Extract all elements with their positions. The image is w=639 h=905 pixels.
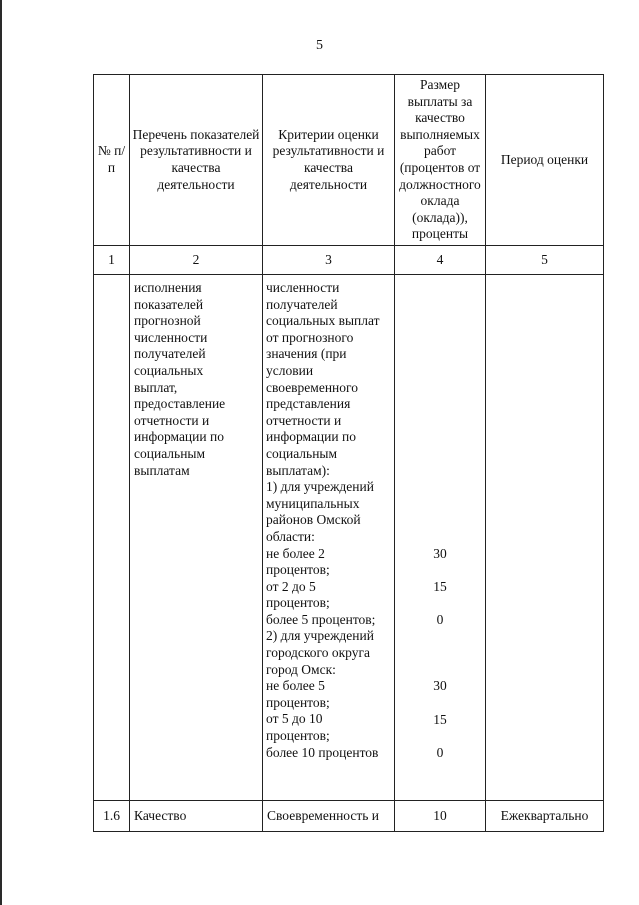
- header-payment-size: Размер выплаты за качество выполняемых работ (процентов от должностного оклада (оклада)), проценты: [395, 75, 486, 246]
- text-line: муниципальных: [266, 495, 360, 511]
- table-row: [94, 801, 604, 832]
- continuation-values-cell: [395, 275, 486, 801]
- payment-value: 0: [436, 612, 444, 627]
- row-indicator: Качество: [130, 801, 263, 832]
- text-line: процентов;: [266, 562, 330, 578]
- continuation-period-cell: [486, 275, 604, 801]
- text-line: город Омск:: [266, 661, 336, 677]
- text-line: показателей: [134, 296, 204, 312]
- text-line: прогнозной: [134, 313, 201, 329]
- text-line: процентов;: [266, 595, 330, 611]
- text-line: условии: [266, 362, 314, 378]
- payment-value: 30: [433, 678, 447, 694]
- text-line: численности: [134, 329, 208, 345]
- column-number: 1: [94, 246, 130, 275]
- row-period: Ежеквартально: [486, 801, 604, 832]
- text-line: области:: [266, 528, 315, 544]
- text-line: 1) для учреждений: [266, 479, 374, 495]
- text-line: от прогнозного: [266, 329, 354, 345]
- text-line: процентов;: [266, 694, 330, 710]
- page-edge-line: [0, 0, 2, 905]
- text-line: значения (при: [266, 346, 347, 362]
- text-line: более 10 процентов: [266, 744, 379, 760]
- text-line: представления: [266, 396, 351, 412]
- text-line: предоставление: [134, 396, 226, 412]
- table-header-row: [94, 75, 604, 246]
- text-line: выплатам: [134, 462, 190, 478]
- page-number: 5: [316, 38, 323, 53]
- text-line: информации по: [134, 429, 224, 445]
- text-line: 2) для учреждений: [266, 628, 374, 644]
- text-line: не более 5: [266, 678, 325, 694]
- criteria-table: [93, 74, 604, 832]
- column-number: 4: [395, 246, 486, 275]
- text-line: отчетности и: [266, 412, 342, 428]
- column-number: 3: [263, 246, 395, 275]
- header-indicators: Перечень показателей результативности и качества деятельности: [130, 75, 263, 246]
- payment-value: 30: [433, 545, 447, 561]
- header-criteria: Критерии оценки результативности и качества деятельности: [263, 75, 395, 246]
- text-line: социальных выплат: [266, 313, 380, 329]
- payment-value: 15: [433, 578, 447, 594]
- continuation-indicator-cell: [130, 275, 263, 801]
- text-line: выплатам):: [266, 462, 330, 478]
- text-line: получателей: [266, 296, 338, 312]
- column-number: 2: [130, 246, 263, 275]
- continuation-number-cell: [94, 275, 130, 801]
- text-line: информации по: [266, 429, 356, 445]
- text-line: не более 2: [266, 545, 325, 561]
- header-period: Период оценки: [486, 75, 604, 246]
- text-line: от 2 до 5: [266, 578, 316, 594]
- payment-value: 0: [436, 744, 444, 760]
- continuation-row: [94, 275, 604, 801]
- row-number: 1.6: [94, 801, 130, 832]
- text-line: более 5 процентов;: [266, 611, 376, 627]
- row-value: 10: [395, 801, 486, 832]
- text-line: получателей: [134, 346, 206, 362]
- text-line: социальных: [134, 362, 204, 378]
- column-number-row: [94, 246, 604, 275]
- text-line: численности: [266, 280, 340, 295]
- text-line: процентов;: [266, 728, 330, 744]
- text-line: выплат,: [134, 379, 178, 395]
- text-line: социальным: [134, 445, 206, 461]
- row-criteria: Своевременность и: [263, 801, 395, 832]
- text-line: своевременного: [266, 379, 358, 395]
- column-number: 5: [486, 246, 604, 275]
- text-line: социальным: [266, 445, 338, 461]
- text-line: от 5 до 10: [266, 711, 323, 727]
- header-number: № п/п: [94, 75, 130, 246]
- continuation-criteria-cell: [263, 275, 395, 801]
- text-line: районов Омской: [266, 512, 361, 528]
- text-line: исполнения: [134, 280, 202, 295]
- text-line: городского округа: [266, 645, 371, 661]
- text-line: отчетности и: [134, 412, 210, 428]
- payment-value: 15: [433, 711, 447, 727]
